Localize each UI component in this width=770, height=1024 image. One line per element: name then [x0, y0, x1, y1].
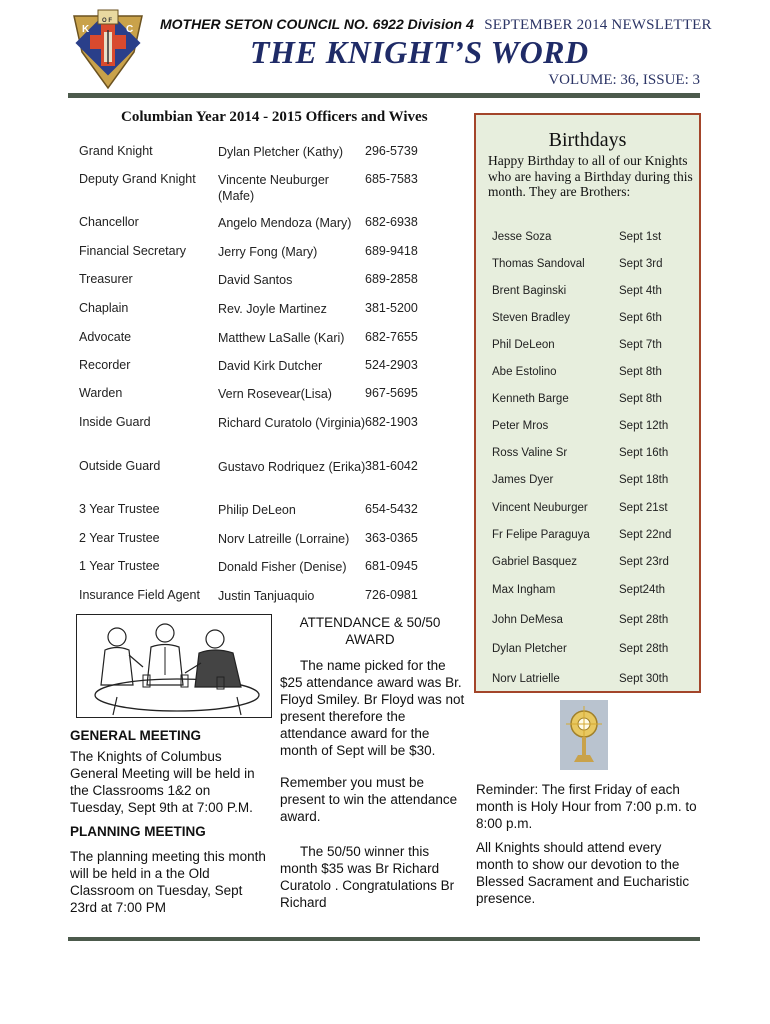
general-meeting-text: The Knights of Columbus General Meeting will be held in the Classrooms 1&2 on Tuesday, Sept 9th at 7:00 P.M. — [70, 749, 255, 815]
officer-name: Richard Curatolo (Virginia) — [218, 416, 366, 430]
birthday-name: Jesse Soza — [492, 231, 552, 243]
birthday-name: Gabriel Basquez — [492, 556, 578, 568]
planning-meeting-text: The planning meeting this month will be held in a the Old Classroom on Tuesday, Sept 23rd at 7:00 PM — [70, 849, 266, 915]
officer-role: Recorder — [79, 358, 131, 372]
officer-phone: 685-7583 — [365, 172, 418, 186]
officer-phone: 726-0981 — [365, 588, 418, 602]
header-divider — [68, 93, 700, 98]
officer-name: Donald Fisher (Denise) — [218, 560, 347, 574]
newsletter-title: THE KNIGHT’S WORD — [250, 34, 589, 70]
birthday-name: Brent Baginski — [492, 285, 567, 297]
officer-name: Gustavo Rodriquez (Erika) — [218, 460, 366, 474]
officer-phone: 654-5432 — [365, 502, 418, 516]
emblem-letters-of: O F — [102, 18, 112, 24]
officer-role: Outside Guard — [79, 459, 161, 473]
birthday-name: Vincent Neuburger — [492, 502, 588, 514]
birthday-name: Thomas Sandoval — [492, 258, 585, 270]
officer-role: Chancellor — [79, 215, 139, 229]
birthday-date: Sept 1st — [619, 231, 662, 243]
birthdays-title: Birthdays — [548, 129, 627, 151]
officer-role: 3 Year Trustee — [79, 502, 160, 516]
officer-role: Deputy Grand Knight — [79, 172, 196, 186]
birthday-name: Norv Latrielle — [492, 673, 560, 685]
officer-phone: 524-2903 — [365, 358, 418, 372]
officer-name: Vern Rosevear(Lisa) — [218, 387, 332, 401]
birthday-name: Peter Mros — [492, 420, 549, 432]
officer-name: Vincente Neuburger (Mafe) — [218, 173, 329, 203]
officer-phone: 682-1903 — [365, 415, 418, 429]
officer-name: Norv Latreille (Lorraine) — [218, 532, 350, 546]
newsletter-label: SEPTEMBER 2014 NEWSLETTER — [484, 17, 712, 33]
birthday-date: Sept 8th — [619, 366, 662, 378]
officer-phone: 682-7655 — [365, 330, 418, 344]
attendance-paragraph-1: The name picked for the $25 attendance award was Br. Floyd Smiley. Br Floyd was not present therefore the attendance award for the month of Sept will be $30. — [280, 658, 465, 758]
officer-phone: 967-5695 — [365, 386, 418, 400]
officer-phone: 381-5200 — [365, 301, 418, 315]
birthday-date: Sept 30th — [619, 673, 669, 685]
birthday-date: Sept 22nd — [619, 529, 672, 541]
birthday-date: Sept 7th — [619, 339, 662, 351]
birthdays-intro: Happy Birthday to all of our Knights who are having a Birthday during this month. They are Brothers: — [488, 153, 693, 199]
attendance-paragraph-2: Remember you must be present to win the attendance award. — [280, 775, 458, 824]
birthday-name: Max Ingham — [492, 584, 556, 596]
holy-hour-reminder: Reminder: The first Friday of each month is Holy Hour from 7:00 p.m. to 8:00 p.m. — [476, 782, 697, 831]
officer-name: Jerry Fong (Mary) — [218, 245, 318, 259]
birthday-date: Sept 4th — [619, 285, 662, 297]
officer-role: Grand Knight — [79, 144, 153, 158]
council-name: MOTHER SETON COUNCIL NO. 6922 Division 4 — [160, 16, 474, 32]
general-meeting-heading: GENERAL MEETING — [70, 728, 202, 743]
officer-role: 2 Year Trustee — [79, 531, 160, 545]
officer-name: Dylan Pletcher (Kathy) — [218, 145, 344, 159]
birthday-name: Abe Estolino — [492, 366, 557, 378]
birthday-name: Steven Bradley — [492, 312, 570, 324]
birthday-date: Sept 6th — [619, 312, 662, 324]
birthday-name: John DeMesa — [492, 614, 563, 626]
attendance-award-title: ATTENDANCE & 50/50 AWARD — [299, 615, 441, 647]
birthday-name: Phil DeLeon — [492, 339, 555, 351]
birthday-date: Sept24th — [619, 584, 666, 596]
birthday-date: Sept 16th — [619, 447, 669, 459]
officer-phone: 381-6042 — [365, 459, 418, 473]
volume-issue: VOLUME: 36, ISSUE: 3 — [548, 72, 700, 88]
birthday-name: Kenneth Barge — [492, 393, 569, 405]
birthday-name: James Dyer — [492, 474, 554, 486]
officer-phone: 296-5739 — [365, 144, 418, 158]
birthday-date: Sept 23rd — [619, 556, 669, 568]
birthdays-panel — [474, 113, 701, 693]
officer-phone: 363-0365 — [365, 531, 418, 545]
footer-divider — [68, 937, 700, 941]
birthday-date: Sept 12th — [619, 420, 669, 432]
birthday-date: Sept 21st — [619, 502, 668, 514]
planning-meeting-heading: PLANNING MEETING — [70, 824, 206, 839]
birthday-name: Dylan Pletcher — [492, 643, 567, 655]
birthday-date: Sept 18th — [619, 474, 669, 486]
birthday-date: Sept 28th — [619, 614, 669, 626]
officer-role: Advocate — [79, 330, 132, 344]
attendance-paragraph-3: The 50/50 winner this month $35 was Br Richard Curatolo . Congratulations Br Richard — [280, 844, 455, 910]
officer-role: Financial Secretary — [79, 244, 186, 258]
officers-title: Columbian Year 2014 - 2015 Officers and Wives — [121, 109, 428, 125]
officer-phone: 681-0945 — [365, 559, 418, 573]
meeting-cartoon-image — [76, 614, 272, 718]
emblem-letter-c: C — [126, 24, 134, 35]
officer-role: Chaplain — [79, 301, 129, 315]
holy-hour-attendance: All Knights should attend every month to show our devotion to the Blessed Sacrament and Eucharistic presence. — [476, 840, 690, 906]
birthday-date: Sept 8th — [619, 393, 662, 405]
emblem-letter-k: K — [82, 24, 90, 35]
officer-name: Matthew LaSalle (Kari) — [218, 331, 345, 345]
header-line — [160, 16, 712, 34]
birthday-name: Ross Valine Sr — [492, 447, 568, 459]
officer-phone: 689-2858 — [365, 272, 418, 286]
officer-role: Inside Guard — [79, 415, 151, 429]
officer-name: Philip DeLeon — [218, 503, 296, 517]
birthday-date: Sept 28th — [619, 643, 669, 655]
officer-role: Insurance Field Agent — [79, 588, 200, 602]
birthday-name: Fr Felipe Paraguya — [492, 529, 590, 541]
officer-phone: 682-6938 — [365, 215, 418, 229]
officer-name: Angelo Mendoza (Mary) — [218, 216, 352, 230]
officer-name: David Kirk Dutcher — [218, 359, 323, 373]
officer-role: Warden — [79, 386, 123, 400]
officer-name: Justin Tanjuaquio — [218, 589, 315, 603]
monstrance-image — [560, 700, 608, 770]
officer-role: Treasurer — [79, 272, 133, 286]
officer-phone: 689-9418 — [365, 244, 418, 258]
knights-of-columbus-emblem — [68, 2, 148, 92]
officer-role: 1 Year Trustee — [79, 559, 160, 573]
officer-name: Rev. Joyle Martinez — [218, 302, 327, 316]
birthday-date: Sept 3rd — [619, 258, 663, 270]
officer-name: David Santos — [218, 273, 293, 287]
